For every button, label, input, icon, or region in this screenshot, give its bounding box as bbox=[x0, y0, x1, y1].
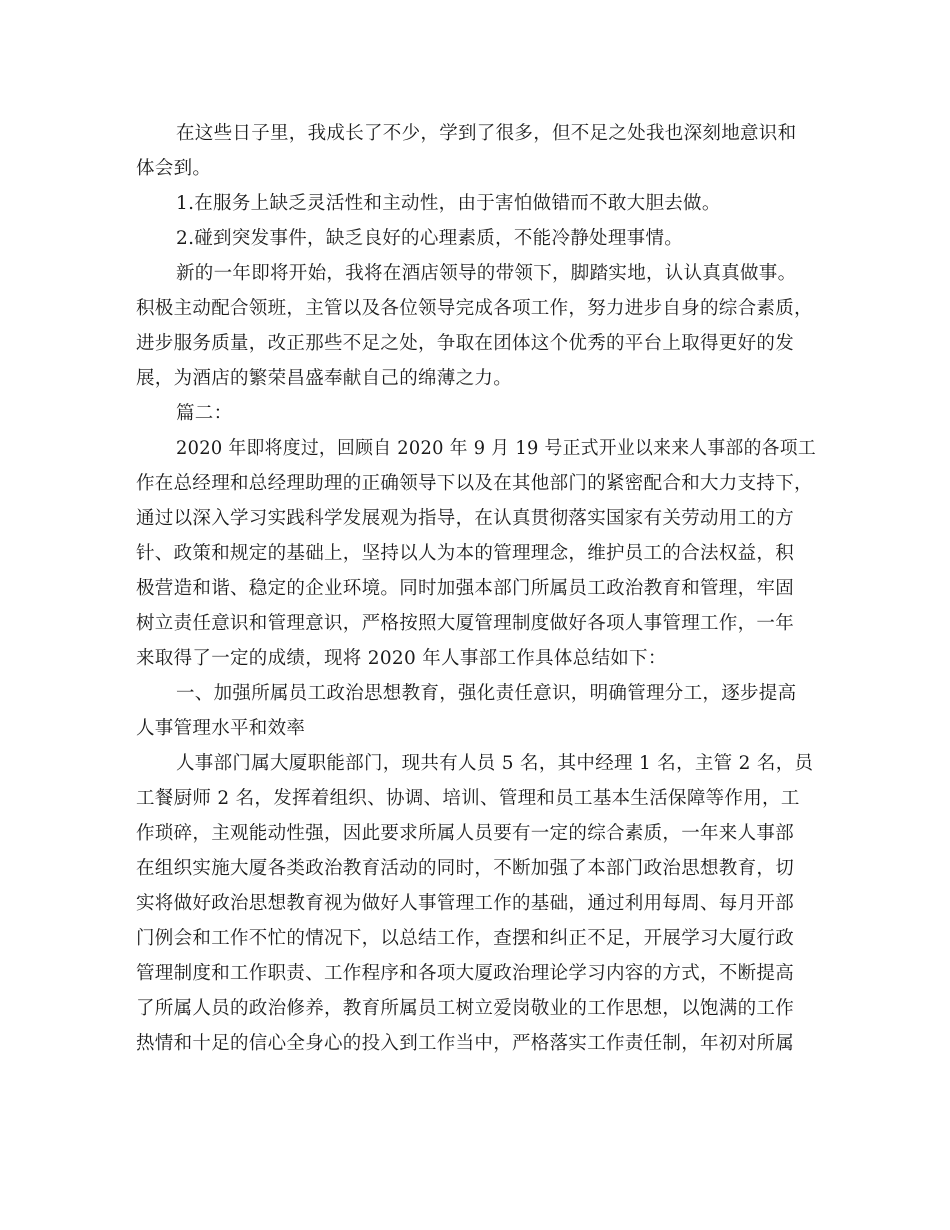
text-line: 一、加强所属员工政治思想教育，强化责任意识，明确管理分工，逐步提高 bbox=[176, 683, 797, 704]
document-body bbox=[136, 116, 816, 1061]
text-line: 在这些日子里，我成长了不少，学到了很多，但不足之处我也深刻地意识和 bbox=[176, 123, 797, 144]
text-line: 门例会和工作不忙的情况下，以总结工作，查摆和纠正不足，开展学习大厦行政 bbox=[136, 928, 795, 949]
text-line: 篇二： bbox=[176, 403, 233, 424]
text-line: 人事管理水平和效率 bbox=[136, 718, 306, 739]
text-line: 实将做好政治思想教育视为做好人事管理工作的基础，通过利用每周、每月开部 bbox=[136, 893, 795, 914]
text-line: 工餐厨师 2 名，发挥着组织、协调、培训、管理和员工基本生活保障等作用，工 bbox=[136, 788, 800, 809]
text-line: 1.在服务上缺乏灵活性和主动性，由于害怕做错而不敢大胆去做。 bbox=[176, 193, 721, 214]
text-line: 针、政策和规定的基础上，坚持以人为本的管理理念，维护员工的合法权益，积 bbox=[136, 543, 795, 564]
text-line: 进步服务质量，改正那些不足之处，争取在团体这个优秀的平台上取得更好的发 bbox=[136, 333, 795, 354]
text-line: 人事部门属大厦职能部门，现共有人员 5 名，其中经理 1 名，主管 2 名，员 bbox=[176, 753, 814, 774]
text-line: 展，为酒店的繁荣昌盛奉献自己的绵薄之力。 bbox=[136, 368, 513, 389]
text-line: 极营造和谐、稳定的企业环境。同时加强本部门所属员工政治教育和管理，牢固 bbox=[136, 578, 795, 599]
text-line: 作在总经理和总经理助理的正确领导下以及在其他部门的紧密配合和大力支持下， bbox=[136, 473, 813, 494]
text-line: 2020 年即将度过，回顾自 2020 年 9 月 19 号正式开业以来来人事部的各项工 bbox=[176, 438, 816, 459]
text-line: 树立责任意识和管理意识，严格按照大厦管理制度做好各项人事管理工作，一年 bbox=[136, 613, 795, 634]
text-line: 在组织实施大厦各类政治教育活动的同时，不断加强了本部门政治思想教育，切 bbox=[136, 858, 795, 879]
text-line: 热情和十足的信心全身心的投入到工作当中，严格落实工作责任制，年初对所属 bbox=[136, 1033, 795, 1054]
text-line: 了所属人员的政治修养，教育所属员工树立爱岗敬业的工作思想，以饱满的工作 bbox=[136, 998, 795, 1019]
text-line: 来取得了一定的成绩，现将 2020 年人事部工作具体总结如下： bbox=[136, 648, 667, 669]
text-line: 2.碰到突发事件，缺乏良好的心理素质，不能冷静处理事情。 bbox=[176, 228, 684, 249]
text-line: 新的一年即将开始，我将在酒店领导的带领下，脚踏实地，认认真真做事。 bbox=[176, 263, 797, 284]
text-line: 体会到。 bbox=[136, 158, 212, 179]
text-line: 通过以深入学习实践科学发展观为指导，在认真贯彻落实国家有关劳动用工的方 bbox=[136, 508, 795, 529]
text-line: 积极主动配合领班，主管以及各位领导完成各项工作，努力进步自身的综合素质， bbox=[136, 298, 813, 319]
text-line: 管理制度和工作职责、工作程序和各项大厦政治理论学习内容的方式，不断提高 bbox=[136, 963, 795, 984]
text-line: 作琐碎，主观能动性强，因此要求所属人员要有一定的综合素质，一年来人事部 bbox=[136, 823, 795, 844]
